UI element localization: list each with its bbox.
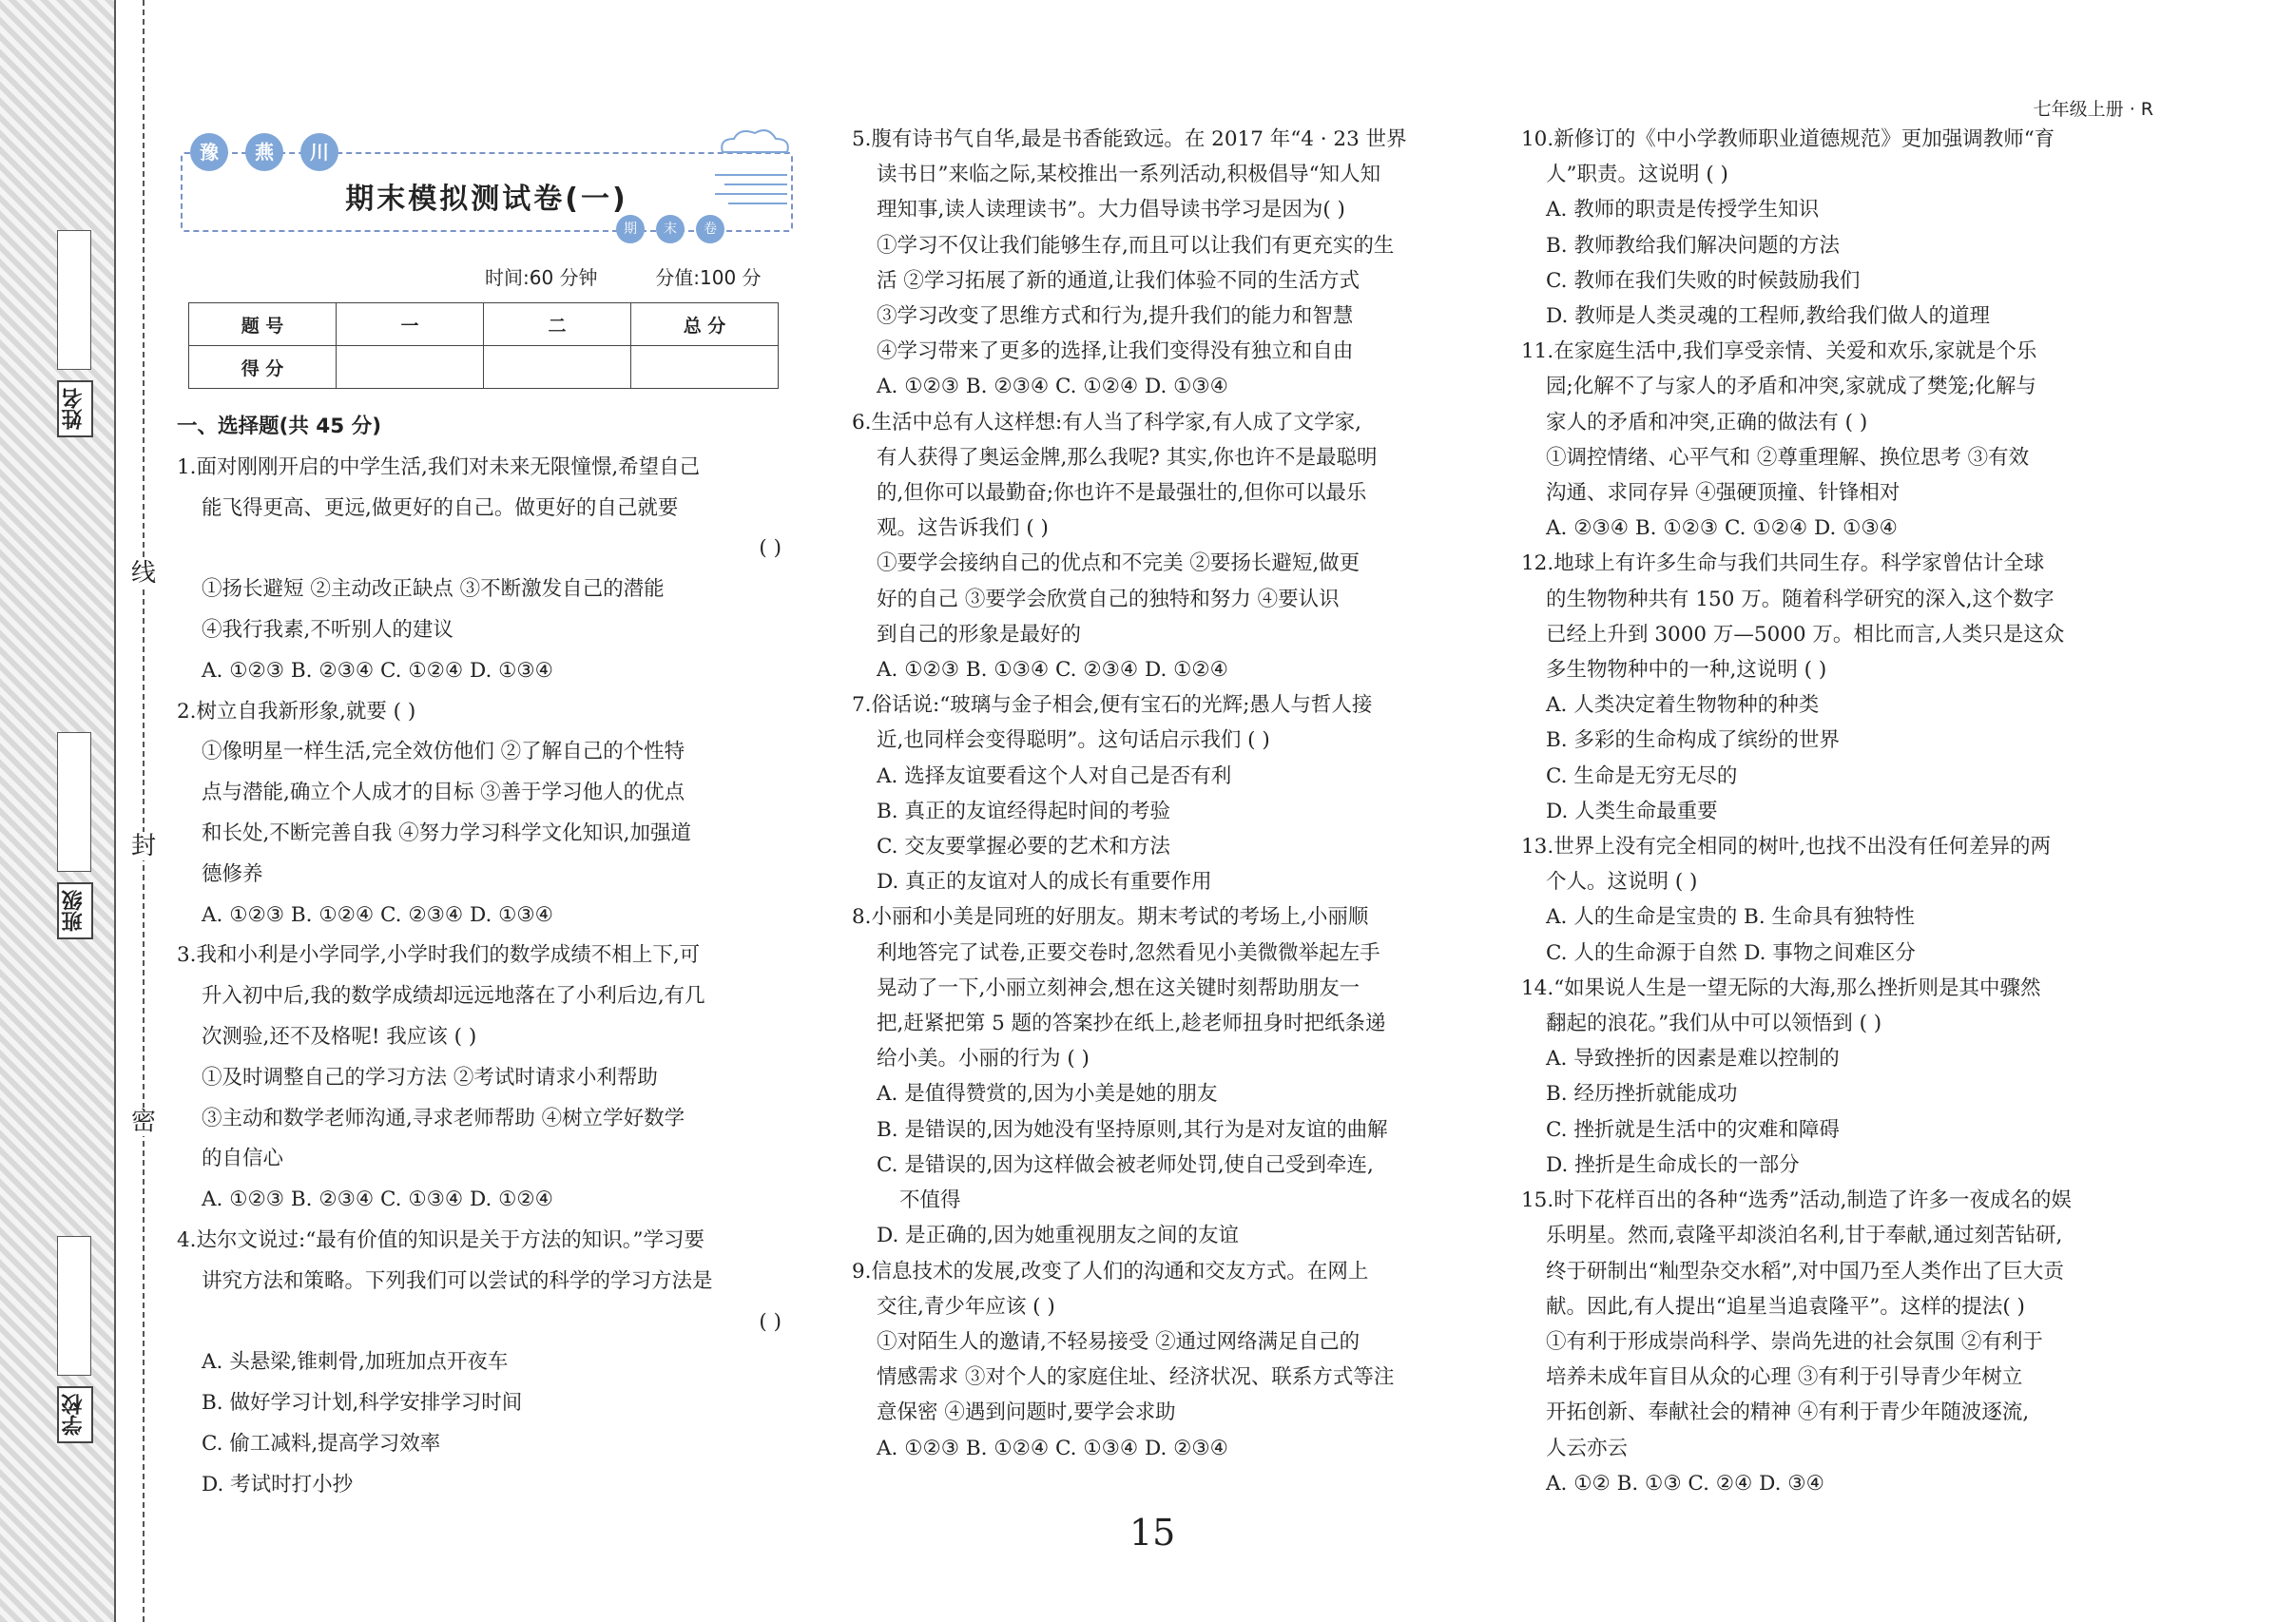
- question-text: 12.地球上有许多生命与我们共同生存。科学家曾估计全球: [1521, 551, 2045, 576]
- cut-mark-feng: 封: [130, 832, 156, 860]
- question-option: ①扬长避短 ②主动改正缺点 ③不断激发自己的潜能: [202, 577, 665, 602]
- lines-icon: [715, 169, 787, 207]
- question-text: 近,也同样会变得聪明”。这句话启示我们 ( ): [877, 728, 1270, 753]
- answer-choice: B. 是错误的,因为她没有坚持原则,其行为是对友谊的曲解: [877, 1117, 1388, 1142]
- question-text: 终于研制出“籼型杂交水稻”,对中国乃至人类作出了巨大贡: [1546, 1259, 2064, 1284]
- question-option: ③学习改变了思维方式和行为,提升我们的能力和智慧: [877, 304, 1354, 329]
- name-label: 姓名: [57, 380, 93, 437]
- answer-choices: A. ①②③ B. ①③④ C. ②③④ D. ①②④: [877, 658, 1228, 683]
- answer-choice: C. 生命是无穷无尽的: [1546, 763, 1738, 788]
- class-label: 班级: [57, 882, 93, 939]
- question-text: 有人获得了奥运金牌,那么我呢? 其实,你也许不是最聪明: [877, 445, 1378, 470]
- brand-char: 川: [300, 133, 338, 171]
- answer-choices: A. ①②③ B. ②③④ C. ①②④ D. ①③④: [202, 658, 553, 683]
- answer-choices: A. ①② B. ①③ C. ②④ D. ③④: [1546, 1471, 1824, 1496]
- column-1: [177, 407, 785, 1506]
- brand-char: 燕: [245, 133, 283, 171]
- tag-bubbles: [616, 215, 724, 243]
- exam-score: 分值:100 分: [655, 266, 762, 289]
- answer-choice: A. 教师的职责是传授学生知识: [1546, 198, 1820, 222]
- question-text: 9.信息技术的发展,改变了人们的沟通和交友方式。在网上: [852, 1259, 1369, 1284]
- score-table: [188, 302, 779, 389]
- answer-choice: A. 是值得赞赏的,因为小美是她的朋友: [877, 1082, 1218, 1107]
- question-text: 次测验,还不及格呢! 我应该 ( ): [202, 1024, 477, 1049]
- question-option: 的自信心: [202, 1147, 284, 1171]
- question-option: 和长处,不断完善自我 ④努力学习科学文化知识,加强道: [202, 821, 692, 845]
- answer-choice: C. 是错误的,因为这样做会被老师处罚,使自己受到牵连,: [877, 1152, 1374, 1177]
- question-text: 2.树立自我新形象,就要 ( ): [177, 699, 416, 724]
- question-option: ①像明星一样生活,完全效仿他们 ②了解自己的个性特: [202, 740, 685, 764]
- answer-choice: 不值得: [899, 1188, 961, 1213]
- answer-bracket: ( ): [759, 536, 781, 561]
- question-text: 乐明星。然而,袁隆平却淡泊名利,甘于奉献,通过刻苦钻研,: [1546, 1224, 2063, 1248]
- question-text: 3.我和小利是小学同学,小学时我们的数学成绩不相上下,可: [177, 943, 701, 968]
- question-text: 的,但你可以最勤奋;你也许不是最强壮的,但你可以最乐: [877, 481, 1367, 506]
- question-option: ①有利于形成崇尚科学、崇尚先进的社会氛围 ②有利于: [1546, 1329, 2043, 1354]
- cut-line: [143, 0, 145, 1622]
- answer-choices: A. ①②③ B. ①②④ C. ①③④ D. ②③④: [877, 1436, 1228, 1460]
- question-text: 1.面对刚刚开启的中学生活,我们对未来无限憧憬,希望自己: [177, 454, 701, 479]
- question-text: 给小美。小丽的行为 ( ): [877, 1047, 1090, 1072]
- question-option: 好的自己 ③要学会欣赏自己的独特和努力 ④要认识: [877, 587, 1340, 611]
- school-field[interactable]: [57, 1236, 91, 1376]
- school-label: 学校: [57, 1386, 93, 1443]
- question-text: 4.达尔文说过:“最有价值的知识是关于方法的知识。”学习要: [177, 1227, 704, 1252]
- answer-choice: D. 挫折是生命成长的一部分: [1546, 1152, 1800, 1177]
- question-option: ①对陌生人的邀请,不轻易接受 ②通过网络满足自己的: [877, 1329, 1360, 1354]
- answer-choice: D. 是正确的,因为她重视朋友之间的友谊: [877, 1224, 1239, 1248]
- class-field[interactable]: [57, 732, 91, 872]
- binding-edge: [114, 0, 116, 1622]
- question-text: 家人的矛盾和冲突,正确的做法有 ( ): [1546, 410, 1868, 434]
- question-text: 8.小丽和小美是同班的好朋友。期末考试的考场上,小丽顺: [852, 905, 1369, 930]
- score-table-header-row: [189, 303, 779, 346]
- cut-mark-xian: 线: [130, 559, 156, 588]
- grade-header: 七年级上册 · R: [2033, 99, 2153, 120]
- question-text: 个人。这说明 ( ): [1546, 870, 1698, 895]
- answer-choice: A. 选择友谊要看这个人对自己是否有利: [877, 763, 1232, 788]
- question-text: 5.腹有诗书气自华,最是书香能致远。在 2017 年“4 · 23 世界: [852, 127, 1407, 151]
- score-cell: 总 分: [631, 303, 779, 346]
- question-text: 园;化解不了与家人的矛盾和冲突,家就成了樊笼;化解与: [1546, 375, 2036, 399]
- question-text: 利地答完了试卷,正要交卷时,忽然看见小美微微举起左手: [877, 940, 1380, 965]
- answer-choice: B. 真正的友谊经得起时间的考验: [877, 799, 1170, 823]
- answer-choice: C. 教师在我们失败的时候鼓励我们: [1546, 268, 1861, 293]
- score-cell: 一: [337, 303, 484, 346]
- answer-choice: B. 教师教给我们解决问题的方法: [1546, 233, 1840, 258]
- question-option: ③主动和数学老师沟通,寻求老师帮助 ④树立学好数学: [202, 1106, 685, 1130]
- question-text: 翻起的浪花。”我们从中可以领悟到 ( ): [1546, 1012, 1882, 1036]
- score-cell: 题 号: [189, 303, 337, 346]
- question-text: 13.世界上没有完全相同的树叶,也找不出没有任何差异的两: [1521, 835, 2052, 859]
- answer-choice: A. 人类决定着生物物种的种类: [1546, 693, 1820, 718]
- answer-choice: A. 导致挫折的因素是难以控制的: [1546, 1047, 1840, 1072]
- answer-choice: D. 人类生命最重要: [1546, 799, 1718, 823]
- answer-choices: A. ①②③ B. ①②④ C. ②③④ D. ①③④: [202, 902, 553, 927]
- question-option: ①调控情绪、心平气和 ②尊重理解、换位思考 ③有效: [1546, 445, 2030, 470]
- page-number: 15: [1129, 1512, 1176, 1554]
- name-field[interactable]: [57, 230, 91, 370]
- question-text: 人”职责。这说明 ( ): [1546, 163, 1728, 187]
- score-cell: 二: [484, 303, 631, 346]
- question-text: 升入初中后,我的数学成绩却远远地落在了小利后边,有几: [202, 984, 705, 1009]
- tag-char: 期: [616, 215, 645, 243]
- tag-char: 末: [656, 215, 685, 243]
- question-text: 6.生活中总有人这样想:有人当了科学家,有人成了文学家,: [852, 410, 1361, 434]
- answer-choices: C. 人的生命源于自然 D. 事物之间难区分: [1546, 940, 1916, 965]
- column-2: [852, 122, 1460, 1466]
- question-option: 活 ②学习拓展了新的通道,让我们体验不同的生活方式: [877, 268, 1360, 293]
- question-text: 的生物物种共有 150 万。随着科学研究的深入,这个数字: [1546, 587, 2055, 611]
- question-option: 点与潜能,确立个人成才的目标 ③善于学习他人的优点: [202, 781, 685, 805]
- answer-choices: A. ①②③ B. ②③④ C. ①③④ D. ①②④: [202, 1188, 553, 1212]
- column-3: [1521, 122, 2130, 1501]
- score-input-cell[interactable]: [484, 346, 631, 389]
- answer-choice: B. 经历挫折就能成功: [1546, 1082, 1738, 1107]
- question-text: 讲究方法和策略。下列我们可以尝试的科学的学习方法是: [202, 1268, 713, 1293]
- question-text: 11.在家庭生活中,我们享受亲情、关爱和欢乐,家就是个乐: [1521, 339, 2037, 364]
- answer-choices: A. ①②③ B. ②③④ C. ①②④ D. ①③④: [877, 375, 1228, 399]
- score-cell: 得 分: [189, 346, 337, 389]
- question-option: ④我行我素,不听别人的建议: [202, 617, 453, 642]
- answer-choice: A. 头悬梁,锥刺骨,加班加点开夜车: [202, 1350, 509, 1375]
- question-text: 15.时下花样百出的各种“选秀”活动,制造了许多一夜成名的娱: [1521, 1188, 2073, 1213]
- tag-char: 卷: [696, 215, 724, 243]
- question-text: 14.“如果说人生是一望无际的大海,那么挫折则是其中骤然: [1521, 975, 2041, 1000]
- answer-choice: B. 多彩的生命构成了缤纷的世界: [1546, 728, 1840, 753]
- brand-bubbles: [190, 133, 338, 171]
- question-option: 开拓创新、奉献社会的精神 ④有利于青少年随波逐流,: [1546, 1400, 2030, 1425]
- question-text: 读书日”来临之际,某校推出一系列活动,积极倡导“知人知: [877, 163, 1381, 187]
- answer-choice: C. 偷工减料,提高学习效率: [202, 1431, 441, 1456]
- question-text: 观。这告诉我们 ( ): [877, 516, 1049, 541]
- question-option: 德修养: [202, 861, 263, 886]
- answer-choice: D. 教师是人类灵魂的工程师,教给我们做人的道理: [1546, 304, 1990, 329]
- cut-mark-mi: 密: [130, 1108, 156, 1136]
- score-input-cell[interactable]: [337, 346, 484, 389]
- answer-choice: D. 真正的友谊对人的成长有重要作用: [877, 870, 1212, 895]
- question-text: 理知事,读人读理读书”。大力倡导读书学习是因为( ): [877, 198, 1345, 222]
- exam-time: 时间:60 分钟: [485, 266, 598, 289]
- exam-meta: [485, 262, 762, 290]
- answer-choices: A. 人的生命是宝贵的 B. 生命具有独特性: [1546, 905, 1915, 930]
- question-text: 能飞得更高、更远,做更好的自己。做更好的自己就要: [202, 495, 679, 520]
- question-option: 情感需求 ③对个人的家庭住址、经济状况、联系方式等注: [877, 1365, 1395, 1390]
- brand-char: 豫: [190, 133, 228, 171]
- score-input-cell[interactable]: [631, 346, 779, 389]
- answer-bracket: ( ): [759, 1309, 781, 1334]
- question-option: ①及时调整自己的学习方法 ②考试时请求小利帮助: [202, 1065, 658, 1090]
- answer-choices: A. ②③④ B. ①②③ C. ①②④ D. ①③④: [1546, 516, 1898, 541]
- answer-choice: B. 做好学习计划,科学安排学习时间: [202, 1391, 523, 1416]
- question-text: 10.新修订的《中小学教师职业道德规范》更加强调教师“育: [1521, 127, 2055, 151]
- question-text: 7.俗话说:“玻璃与金子相会,便有宝石的光辉;愚人与哲人接: [852, 693, 1373, 718]
- question-text: 献。因此,有人提出“追星当追袁隆平”。这样的提法( ): [1546, 1294, 2025, 1319]
- answer-choice: D. 考试时打小抄: [202, 1472, 354, 1496]
- question-text: 把,赶紧把第 5 题的答案抄在纸上,趁老师扭身时把纸条递: [877, 1012, 1386, 1036]
- question-text: 已经上升到 3000 万—5000 万。相比而言,人类只是这众: [1546, 622, 2065, 647]
- section-heading: 一、选择题(共 45 分): [177, 415, 382, 438]
- question-option: ①要学会接纳自己的优点和不完美 ②要扬长避短,做更: [877, 551, 1360, 576]
- question-option: ①学习不仅让我们能够生存,而且可以让我们有更充实的生: [877, 233, 1395, 258]
- question-option: 到自己的形象是最好的: [877, 622, 1082, 647]
- question-option: 人云亦云: [1546, 1436, 1629, 1460]
- question-text: 晃动了一下,小丽立刻神会,想在这关键时刻帮助朋友一: [877, 975, 1360, 1000]
- answer-choice: C. 挫折就是生活中的灾难和障碍: [1546, 1117, 1840, 1142]
- question-option: ④学习带来了更多的选择,让我们变得没有独立和自由: [877, 339, 1354, 364]
- question-text: 交往,青少年应该 ( ): [877, 1294, 1055, 1319]
- answer-choice: C. 交友要掌握必要的艺术和方法: [877, 835, 1170, 859]
- question-option: 培养未成年盲目从众的心理 ③有利于引导青少年树立: [1546, 1365, 2023, 1390]
- score-table-row: [189, 346, 779, 389]
- question-option: 沟通、求同存异 ④强硬顶撞、针锋相对: [1546, 481, 1900, 506]
- exam-title: 期末模拟测试卷(一): [345, 183, 628, 216]
- question-text: 多生物物种中的一种,这说明 ( ): [1546, 658, 1827, 683]
- cloud-icon: [713, 122, 795, 160]
- question-option: 意保密 ④遇到问题时,要学会求助: [877, 1400, 1176, 1425]
